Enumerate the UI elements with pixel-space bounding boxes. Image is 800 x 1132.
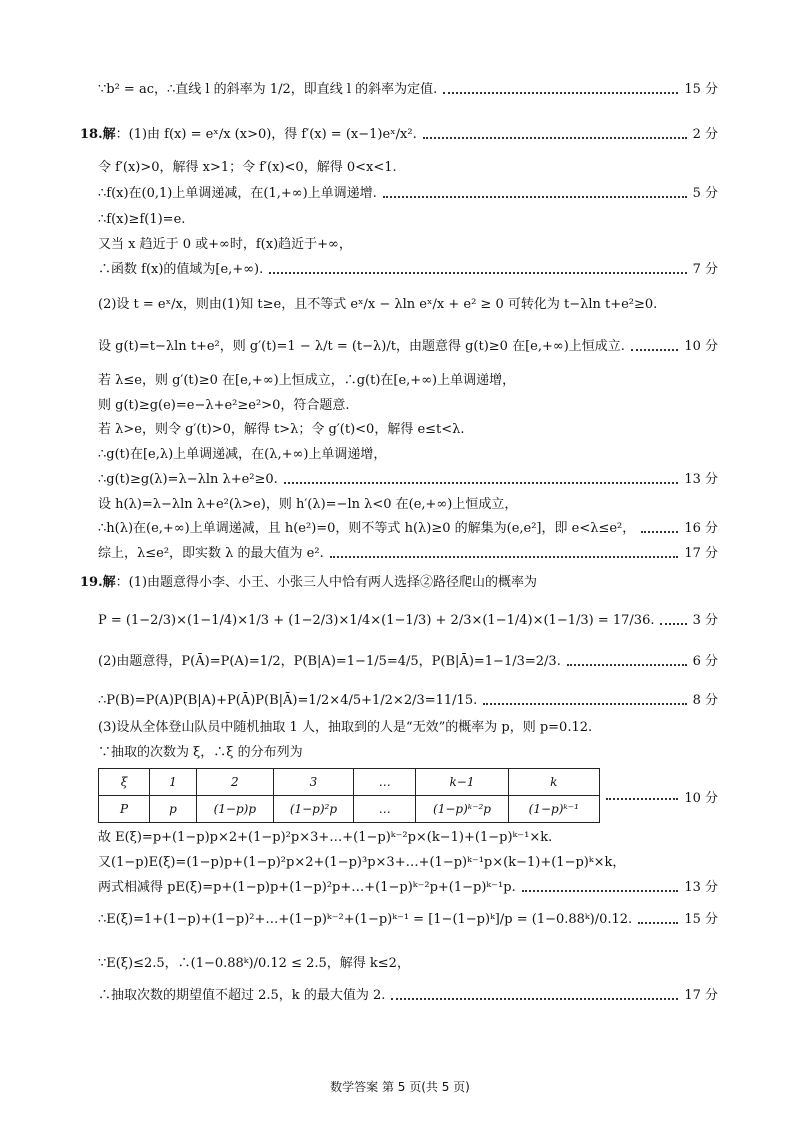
line-text: ∵E(ξ)≤2.5，∴(1−0.88ᵏ)/0.12 ≤ 2.5，解得 k≤2，: [98, 956, 410, 971]
line-text: 设 h(λ)=λ−λln λ+e²(λ>e)，则 h′(λ)=−ln λ<0 在(e,+∞)上恒成立，: [98, 497, 518, 512]
line-19: [98, 653, 718, 671]
line-26: [98, 911, 718, 929]
leader-dots: [522, 888, 679, 892]
leader-dots: [631, 347, 678, 351]
line-22: [98, 744, 718, 762]
score-label: 3 分: [692, 613, 718, 628]
line-18: [98, 612, 718, 630]
line-text: ∴P(B)=P(A)P(B|A)+P(Ā)P(B|Ā)=1/2×4/5+1/2×2/3=11/15.: [98, 693, 478, 708]
score-label: 15 分: [684, 912, 718, 927]
line-13: [98, 471, 718, 489]
line-text: 令 f′(x)>0，解得 x>1；令 f′(x)<0，解得 0<x<1.: [98, 160, 397, 175]
line-text: 19.解：(1)由题意得小李、小王、小张三人中恰有两人选择②路径爬山的概率为: [80, 575, 538, 590]
score-label: 13 分: [684, 472, 718, 487]
line-text: ∴函数 f(x)的值域为[e,+∞).: [98, 262, 264, 277]
leader-dots: [443, 90, 678, 94]
line-15: [98, 520, 718, 538]
table-cell: p: [150, 796, 197, 823]
table-cell: 1: [150, 769, 197, 796]
leader-dots: [483, 701, 686, 705]
table-score: [606, 787, 718, 806]
line-text: (2)设 t = eˣ/x，则由(1)知 t≥e，且不等式 eˣ/x − λln eˣ/x + e² ≥ 0 可转化为 t−λln t+e²≥0.: [98, 297, 658, 312]
line-text: ∴f(x)在(0,1)上单调递减，在(1,+∞)上单调递增.: [98, 186, 377, 201]
score-label: 7 分: [692, 262, 718, 277]
line-24: [98, 854, 718, 872]
score-label: 10 分: [684, 791, 718, 806]
table-cell: (1−p)p: [196, 796, 273, 823]
line-1: [80, 126, 718, 144]
line-text: 两式相减得 pE(ξ)=p+(1−p)p+(1−p)²p+…+(1−p)ᵏ⁻²p+(1−p)ᵏ⁻¹p.: [98, 880, 516, 895]
line-text: ∴f(x)≥f(1)=e.: [98, 212, 186, 227]
score-label: 13 分: [684, 880, 718, 895]
leader-dots: [284, 480, 678, 484]
leader-dots: [638, 920, 678, 924]
line-28: [98, 987, 718, 1005]
leader-dots: [383, 194, 687, 198]
line-text: ∵抽取的次数为 ξ，∴ξ 的分布列为: [98, 745, 303, 760]
line-11: [98, 421, 718, 439]
leader-dots: [641, 529, 678, 533]
line-6: [98, 261, 718, 279]
line-8: [98, 338, 718, 356]
line-text: 又(1−p)E(ξ)=(1−p)p+(1−p)²p×2+(1−p)³p×3+…+(1−p)ᵏ⁻¹p×(k−1)+(1−p)ᵏ×k，: [98, 855, 626, 870]
line-5: [98, 236, 718, 254]
line-text: ∴抽取次数的期望值不超过 2.5，k 的最大值为 2.: [98, 988, 386, 1003]
score-label: 8 分: [692, 693, 718, 708]
score-label: 16 分: [684, 521, 718, 536]
line-17: [80, 574, 718, 592]
score-label: 10 分: [684, 339, 718, 354]
score-label: 17 分: [684, 546, 718, 561]
table-cell: ξ: [99, 769, 150, 796]
line-text: 18.解：(1)由 f(x) = eˣ/x (x>0)，得 f′(x) = (x−1)eˣ/x².: [80, 127, 417, 142]
line-3: [98, 185, 718, 203]
leader-dots: [606, 798, 678, 800]
line-text: 若 λ>e，则令 g′(t)>0，解得 t>λ；令 g′(t)<0，解得 e≤t<λ.: [98, 422, 465, 437]
table-cell: 3: [273, 769, 353, 796]
line-text: ∵b² = ac，∴直线 l 的斜率为 1/2，即直线 l 的斜率为定值.: [98, 82, 438, 97]
line-9: [98, 372, 718, 390]
table-cell: P: [99, 796, 150, 823]
distribution-table: [98, 768, 600, 823]
line-7: [98, 296, 718, 314]
table-cell: k−1: [416, 769, 508, 796]
line-text: 故 E(ξ)=p+(1−p)p×2+(1−p)²p×3+…+(1−p)ᵏ⁻²p×(k−1)+(1−p)ᵏ⁻¹×k.: [98, 830, 553, 845]
line-text: ∴g(t)在[e,λ)上单调递减，在(λ,+∞)上单调递增，: [98, 447, 387, 462]
line-text: ∴E(ξ)=1+(1−p)+(1−p)²+…+(1−p)ᵏ⁻²+(1−p)ᵏ⁻¹ = [1−(1−p)ᵏ]/p = (1−0.88ᵏ)/0.12.: [98, 912, 633, 927]
table-header-row: [99, 769, 600, 796]
table-cell: …: [354, 769, 416, 796]
line-27: [98, 955, 718, 973]
leader-dots: [330, 554, 679, 558]
line-23: [98, 829, 718, 847]
line-text: (2)由题意得，P(Ā)=P(A)=1/2，P(B|A)=1−1/5=4/5，P(B|Ā)=1−1/3=2/3.: [98, 654, 561, 669]
table-cell: (1−p)ᵏ⁻²p: [416, 796, 508, 823]
line-4: [98, 211, 718, 229]
line-21: [98, 719, 718, 737]
line-10: [98, 397, 718, 415]
line-text: (3)设从全体登山队员中随机抽取 1 人，抽取到的人是“无效”的概率为 p，则 p=0.12.: [98, 720, 593, 735]
table-cell: 2: [196, 769, 273, 796]
table-cell: (1−p)ᵏ⁻¹: [508, 796, 599, 823]
line-text: 若 λ≤e，则 g′(t)≥0 在[e,+∞)上恒成立，∴g(t)在[e,+∞)上单调递增，: [98, 373, 516, 388]
score-label: 17 分: [684, 988, 718, 1003]
leader-dots: [660, 621, 686, 625]
score-label: 2 分: [692, 127, 718, 142]
line-25: [98, 879, 718, 897]
leader-dots: [391, 996, 678, 1000]
line-text: 设 g(t)=t−λln t+e²，则 g′(t)=1 − λ/t = (t−λ)/t，由题意得 g(t)≥0 在[e,+∞)上恒成立.: [98, 339, 625, 354]
table-row: [99, 796, 600, 823]
table-cell: (1−p)²p: [273, 796, 353, 823]
line-text: ∴g(t)≥g(λ)=λ−λln λ+e²≥0.: [98, 472, 278, 487]
line-text: ∴h(λ)在(e,+∞)上单调递减，且 h(e²)=0，则不等式 h(λ)≥0 的解集为(e,e²]，即 e<λ≤e²，: [98, 521, 636, 536]
line-20: [98, 692, 718, 710]
leader-dots: [269, 270, 686, 274]
line-text: 则 g(t)≥g(e)=e−λ+e²≥e²>0，符合题意.: [98, 398, 350, 413]
score-label: 5 分: [692, 186, 718, 201]
leader-dots: [567, 662, 687, 666]
line-text: 综上，λ≤e²，即实数 λ 的最大值为 e².: [98, 546, 324, 561]
line-2: [98, 159, 718, 177]
line-12: [98, 446, 718, 464]
leader-dots: [423, 135, 687, 139]
score-label: 15 分: [684, 82, 718, 97]
score-label: 6 分: [692, 654, 718, 669]
line-14: [98, 496, 718, 514]
table-cell: …: [354, 796, 416, 823]
line-0: [98, 81, 718, 99]
line-text: 又当 x 趋近于 0 或+∞时，f(x)趋近于+∞，: [98, 237, 352, 252]
page-footer: 数学答案 第 5 页(共 5 页): [330, 1080, 470, 1094]
table-cell: k: [508, 769, 599, 796]
line-text: P = (1−2/3)×(1−1/4)×1/3 + (1−2/3)×1/4×(1−1/3) + 2/3×(1−1/4)×(1−1/3) = 17/36.: [98, 613, 655, 628]
line-16: [98, 545, 718, 563]
